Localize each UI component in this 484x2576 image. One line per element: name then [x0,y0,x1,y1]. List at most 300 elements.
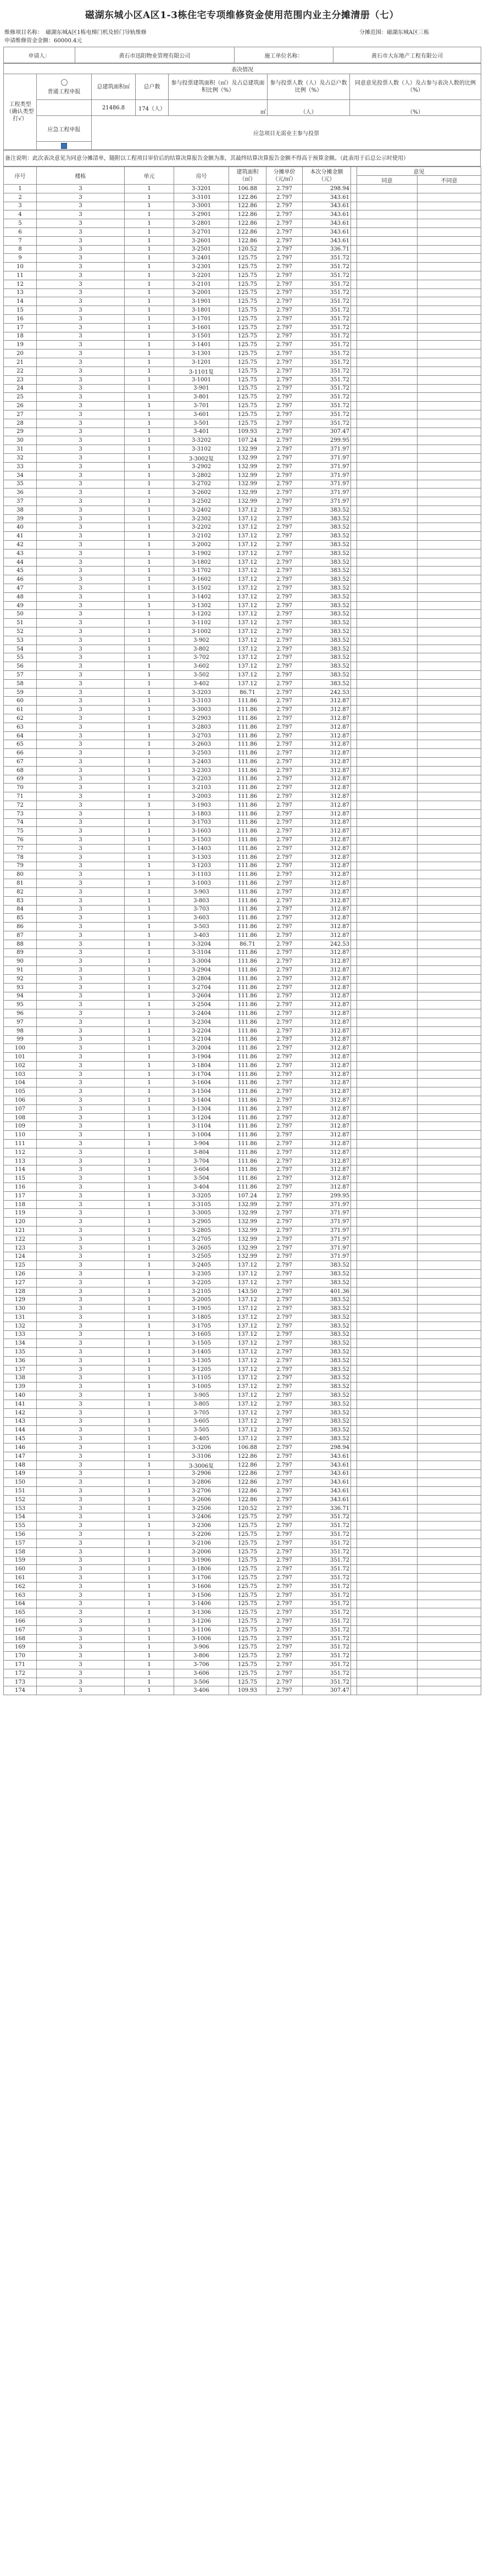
cell-agree[interactable] [357,1669,418,1678]
cell-agree[interactable] [357,957,418,966]
cell-disagree[interactable] [418,1174,481,1183]
cell-agree[interactable] [357,784,418,792]
cell-disagree[interactable] [418,367,481,375]
cell-agree[interactable] [357,1539,418,1547]
cell-disagree[interactable] [418,1278,481,1287]
cell-agree[interactable] [357,983,418,992]
cell-disagree[interactable] [418,1513,481,1522]
cell-disagree[interactable] [418,375,481,384]
cell-disagree[interactable] [418,923,481,931]
cell-disagree[interactable] [418,1643,481,1652]
cell-agree[interactable] [357,1001,418,1009]
cell-agree[interactable] [357,1122,418,1131]
cell-disagree[interactable] [418,836,481,845]
cell-agree[interactable] [357,853,418,862]
cell-disagree[interactable] [418,775,481,784]
cell-disagree[interactable] [418,497,481,506]
cell-agree[interactable] [357,679,418,688]
cell-agree[interactable] [357,1608,418,1617]
cell-disagree[interactable] [418,584,481,593]
cell-disagree[interactable] [418,306,481,315]
cell-disagree[interactable] [418,1495,481,1504]
cell-disagree[interactable] [418,1652,481,1661]
cell-agree[interactable] [357,1661,418,1669]
cell-disagree[interactable] [418,227,481,236]
cell-agree[interactable] [357,1495,418,1504]
cell-agree[interactable] [357,1131,418,1140]
cell-agree[interactable] [357,1226,418,1235]
cell-disagree[interactable] [418,766,481,775]
cell-agree[interactable] [357,1408,418,1417]
cell-agree[interactable] [357,1235,418,1243]
cell-agree[interactable] [357,1391,418,1400]
cell-agree[interactable] [357,1461,418,1469]
cell-agree[interactable] [357,775,418,784]
cell-agree[interactable] [357,905,418,914]
cell-disagree[interactable] [418,1661,481,1669]
cell-disagree[interactable] [418,1678,481,1686]
cell-disagree[interactable] [418,567,481,575]
cell-agree[interactable] [357,314,418,323]
cell-agree[interactable] [357,332,418,341]
cell-disagree[interactable] [418,1304,481,1313]
cell-agree[interactable] [357,1547,418,1556]
cell-disagree[interactable] [418,966,481,975]
cell-disagree[interactable] [418,914,481,923]
cell-disagree[interactable] [418,1469,481,1478]
cell-agree[interactable] [357,471,418,480]
cell-disagree[interactable] [418,1669,481,1678]
cell-disagree[interactable] [418,1400,481,1408]
cell-disagree[interactable] [418,523,481,532]
cell-disagree[interactable] [418,480,481,488]
cell-disagree[interactable] [418,1261,481,1270]
cell-disagree[interactable] [418,349,481,358]
cell-agree[interactable] [357,367,418,375]
cell-disagree[interactable] [418,731,481,740]
cell-agree[interactable] [357,836,418,845]
cell-agree[interactable] [357,948,418,957]
cell-agree[interactable] [357,923,418,931]
cell-disagree[interactable] [418,948,481,957]
cell-disagree[interactable] [418,1087,481,1096]
cell-disagree[interactable] [418,297,481,306]
cell-agree[interactable] [357,827,418,836]
cell-agree[interactable] [357,306,418,315]
cell-disagree[interactable] [418,263,481,271]
cell-agree[interactable] [357,1417,418,1426]
cell-agree[interactable] [357,862,418,870]
cell-disagree[interactable] [418,818,481,827]
cell-disagree[interactable] [418,332,481,341]
cell-agree[interactable] [357,393,418,402]
cell-disagree[interactable] [418,1104,481,1113]
cell-disagree[interactable] [418,619,481,628]
cell-disagree[interactable] [418,957,481,966]
cell-disagree[interactable] [418,1209,481,1218]
cell-agree[interactable] [357,341,418,349]
cell-disagree[interactable] [418,236,481,245]
cell-disagree[interactable] [418,341,481,349]
cell-agree[interactable] [357,514,418,523]
cell-agree[interactable] [357,792,418,801]
cell-disagree[interactable] [418,1530,481,1539]
cell-agree[interactable] [357,974,418,983]
cell-agree[interactable] [357,740,418,749]
cell-disagree[interactable] [418,1600,481,1608]
cell-disagree[interactable] [418,931,481,940]
cell-agree[interactable] [357,1600,418,1608]
cell-agree[interactable] [357,227,418,236]
cell-disagree[interactable] [418,879,481,888]
cell-disagree[interactable] [418,1582,481,1591]
cell-disagree[interactable] [418,749,481,758]
cell-disagree[interactable] [418,1122,481,1131]
cell-agree[interactable] [357,1053,418,1062]
cell-disagree[interactable] [418,1417,481,1426]
cell-agree[interactable] [357,532,418,541]
cell-agree[interactable] [357,1148,418,1157]
cell-disagree[interactable] [418,592,481,601]
cell-disagree[interactable] [418,1270,481,1279]
cell-agree[interactable] [357,375,418,384]
cell-agree[interactable] [357,1522,418,1530]
cell-disagree[interactable] [418,1226,481,1235]
cell-disagree[interactable] [418,219,481,228]
cell-agree[interactable] [357,280,418,288]
cell-agree[interactable] [357,193,418,202]
cell-disagree[interactable] [418,801,481,809]
cell-disagree[interactable] [418,549,481,558]
cell-agree[interactable] [357,558,418,567]
cell-agree[interactable] [357,1330,418,1339]
cell-disagree[interactable] [418,1487,481,1496]
cell-agree[interactable] [357,497,418,506]
cell-agree[interactable] [357,809,418,818]
cell-agree[interactable] [357,436,418,445]
cell-disagree[interactable] [418,1296,481,1304]
cell-agree[interactable] [357,1209,418,1218]
cell-disagree[interactable] [418,992,481,1001]
cell-disagree[interactable] [418,1547,481,1556]
cell-agree[interactable] [357,236,418,245]
cell-agree[interactable] [357,1113,418,1122]
cell-agree[interactable] [357,1678,418,1686]
cell-disagree[interactable] [418,844,481,853]
cell-agree[interactable] [357,1104,418,1113]
cell-agree[interactable] [357,1165,418,1174]
cell-agree[interactable] [357,731,418,740]
cell-agree[interactable] [357,297,418,306]
cell-disagree[interactable] [418,254,481,263]
cell-disagree[interactable] [418,1504,481,1513]
cell-agree[interactable] [357,384,418,393]
cell-agree[interactable] [357,766,418,775]
cell-agree[interactable] [357,254,418,263]
cell-disagree[interactable] [418,1001,481,1009]
cell-disagree[interactable] [418,758,481,767]
cell-agree[interactable] [357,896,418,905]
cell-disagree[interactable] [418,1539,481,1547]
cell-disagree[interactable] [418,488,481,497]
cell-disagree[interactable] [418,827,481,836]
cell-agree[interactable] [357,931,418,940]
cell-disagree[interactable] [418,1218,481,1226]
cell-disagree[interactable] [418,1356,481,1365]
cell-disagree[interactable] [418,1009,481,1018]
cell-disagree[interactable] [418,1131,481,1140]
cell-agree[interactable] [357,1400,418,1408]
cell-disagree[interactable] [418,193,481,202]
cell-agree[interactable] [357,1574,418,1583]
cell-disagree[interactable] [418,653,481,662]
cell-agree[interactable] [357,323,418,332]
cell-agree[interactable] [357,202,418,210]
cell-agree[interactable] [357,1487,418,1496]
cell-agree[interactable] [357,1348,418,1357]
cell-disagree[interactable] [418,1330,481,1339]
cell-agree[interactable] [357,879,418,888]
cell-disagree[interactable] [418,1565,481,1574]
cell-agree[interactable] [357,688,418,697]
cell-disagree[interactable] [418,419,481,428]
cell-disagree[interactable] [418,1113,481,1122]
cell-agree[interactable] [357,1513,418,1522]
cell-agree[interactable] [357,453,418,462]
cell-agree[interactable] [357,1183,418,1192]
cell-disagree[interactable] [418,1556,481,1565]
cell-agree[interactable] [357,940,418,948]
cell-agree[interactable] [357,584,418,593]
cell-disagree[interactable] [418,453,481,462]
cell-disagree[interactable] [418,706,481,714]
cell-disagree[interactable] [418,445,481,454]
cell-agree[interactable] [357,245,418,254]
cell-disagree[interactable] [418,1452,481,1461]
cell-agree[interactable] [357,1044,418,1053]
cell-disagree[interactable] [418,384,481,393]
cell-agree[interactable] [357,1035,418,1044]
cell-disagree[interactable] [418,575,481,584]
cell-agree[interactable] [357,818,418,827]
cell-agree[interactable] [357,601,418,610]
cell-agree[interactable] [357,662,418,671]
cell-disagree[interactable] [418,1408,481,1417]
cell-agree[interactable] [357,1079,418,1087]
cell-disagree[interactable] [418,1322,481,1330]
cell-agree[interactable] [357,288,418,297]
cell-disagree[interactable] [418,1383,481,1391]
cell-agree[interactable] [357,1356,418,1365]
cell-disagree[interactable] [418,714,481,723]
cell-disagree[interactable] [418,1574,481,1583]
cell-disagree[interactable] [418,1200,481,1209]
cell-disagree[interactable] [418,280,481,288]
cell-agree[interactable] [357,1478,418,1487]
cell-disagree[interactable] [418,784,481,792]
cell-disagree[interactable] [418,532,481,541]
cell-disagree[interactable] [418,1591,481,1600]
cell-disagree[interactable] [418,410,481,419]
cell-agree[interactable] [357,1643,418,1652]
cell-agree[interactable] [357,1469,418,1478]
cell-agree[interactable] [357,402,418,410]
normal-radio[interactable] [38,79,90,87]
cell-disagree[interactable] [418,645,481,653]
cell-disagree[interactable] [418,185,481,193]
cell-agree[interactable] [357,1591,418,1600]
cell-disagree[interactable] [418,1426,481,1435]
cell-agree[interactable] [357,1504,418,1513]
cell-disagree[interactable] [418,1435,481,1444]
cell-disagree[interactable] [418,1035,481,1044]
cell-agree[interactable] [357,185,418,193]
cell-disagree[interactable] [418,1243,481,1252]
cell-disagree[interactable] [418,610,481,619]
cell-disagree[interactable] [418,271,481,280]
cell-disagree[interactable] [418,1235,481,1243]
cell-agree[interactable] [357,619,418,628]
cell-disagree[interactable] [418,887,481,896]
cell-disagree[interactable] [418,1018,481,1026]
cell-agree[interactable] [357,549,418,558]
cell-disagree[interactable] [418,1339,481,1348]
cell-disagree[interactable] [418,558,481,567]
cell-disagree[interactable] [418,809,481,818]
cell-agree[interactable] [357,1200,418,1209]
cell-disagree[interactable] [418,1617,481,1626]
cell-agree[interactable] [357,645,418,653]
cell-agree[interactable] [357,1556,418,1565]
cell-agree[interactable] [357,1026,418,1035]
cell-agree[interactable] [357,1313,418,1322]
cell-agree[interactable] [357,445,418,454]
cell-agree[interactable] [357,1270,418,1279]
cell-agree[interactable] [357,1443,418,1452]
cell-disagree[interactable] [418,601,481,610]
cell-disagree[interactable] [418,974,481,983]
cell-agree[interactable] [357,697,418,706]
cell-disagree[interactable] [418,288,481,297]
cell-disagree[interactable] [418,905,481,914]
cell-disagree[interactable] [418,740,481,749]
cell-disagree[interactable] [418,1252,481,1261]
cell-disagree[interactable] [418,358,481,367]
cell-agree[interactable] [357,592,418,601]
cell-agree[interactable] [357,1278,418,1287]
cell-disagree[interactable] [418,1348,481,1357]
cell-agree[interactable] [357,219,418,228]
cell-disagree[interactable] [418,688,481,697]
cell-agree[interactable] [357,706,418,714]
cell-agree[interactable] [357,1322,418,1330]
cell-agree[interactable] [357,1304,418,1313]
cell-agree[interactable] [357,488,418,497]
cell-agree[interactable] [357,1087,418,1096]
cell-agree[interactable] [357,653,418,662]
cell-agree[interactable] [357,1435,418,1444]
cell-agree[interactable] [357,1652,418,1661]
cell-disagree[interactable] [418,1044,481,1053]
cell-disagree[interactable] [418,697,481,706]
urgent-checkbox[interactable] [37,142,92,150]
cell-disagree[interactable] [418,940,481,948]
cell-disagree[interactable] [418,1478,481,1487]
cell-disagree[interactable] [418,1365,481,1374]
cell-agree[interactable] [357,1582,418,1591]
cell-agree[interactable] [357,567,418,575]
cell-disagree[interactable] [418,1070,481,1079]
cell-agree[interactable] [357,1296,418,1304]
cell-disagree[interactable] [418,1026,481,1035]
cell-agree[interactable] [357,419,418,428]
cell-disagree[interactable] [418,1374,481,1383]
cell-agree[interactable] [357,480,418,488]
cell-agree[interactable] [357,749,418,758]
cell-disagree[interactable] [418,1461,481,1469]
cell-agree[interactable] [357,1070,418,1079]
cell-disagree[interactable] [418,1443,481,1452]
cell-agree[interactable] [357,758,418,767]
cell-disagree[interactable] [418,792,481,801]
cell-disagree[interactable] [418,723,481,731]
cell-agree[interactable] [357,263,418,271]
cell-agree[interactable] [357,671,418,680]
cell-agree[interactable] [357,428,418,436]
cell-agree[interactable] [357,1157,418,1165]
cell-disagree[interactable] [418,679,481,688]
cell-agree[interactable] [357,1018,418,1026]
cell-disagree[interactable] [418,628,481,636]
cell-disagree[interactable] [418,1391,481,1400]
cell-agree[interactable] [357,541,418,549]
cell-agree[interactable] [357,410,418,419]
cell-disagree[interactable] [418,1157,481,1165]
cell-disagree[interactable] [418,1625,481,1634]
cell-disagree[interactable] [418,671,481,680]
cell-agree[interactable] [357,1426,418,1435]
cell-agree[interactable] [357,1243,418,1252]
cell-disagree[interactable] [418,1140,481,1148]
cell-agree[interactable] [357,1261,418,1270]
cell-agree[interactable] [357,1061,418,1070]
cell-agree[interactable] [357,1140,418,1148]
cell-agree[interactable] [357,966,418,975]
cell-disagree[interactable] [418,1079,481,1087]
cell-agree[interactable] [357,462,418,471]
cell-agree[interactable] [357,723,418,731]
cell-agree[interactable] [357,1191,418,1200]
cell-agree[interactable] [357,349,418,358]
cell-agree[interactable] [357,1339,418,1348]
cell-agree[interactable] [357,1252,418,1261]
cell-disagree[interactable] [418,1053,481,1062]
cell-agree[interactable] [357,714,418,723]
cell-disagree[interactable] [418,428,481,436]
cell-agree[interactable] [357,1634,418,1643]
cell-agree[interactable] [357,1625,418,1634]
cell-agree[interactable] [357,1218,418,1226]
cell-agree[interactable] [357,1452,418,1461]
cell-disagree[interactable] [418,314,481,323]
cell-agree[interactable] [357,914,418,923]
cell-disagree[interactable] [418,1608,481,1617]
cell-disagree[interactable] [418,1287,481,1296]
cell-disagree[interactable] [418,1165,481,1174]
cell-disagree[interactable] [418,541,481,549]
cell-agree[interactable] [357,844,418,853]
cell-disagree[interactable] [418,402,481,410]
